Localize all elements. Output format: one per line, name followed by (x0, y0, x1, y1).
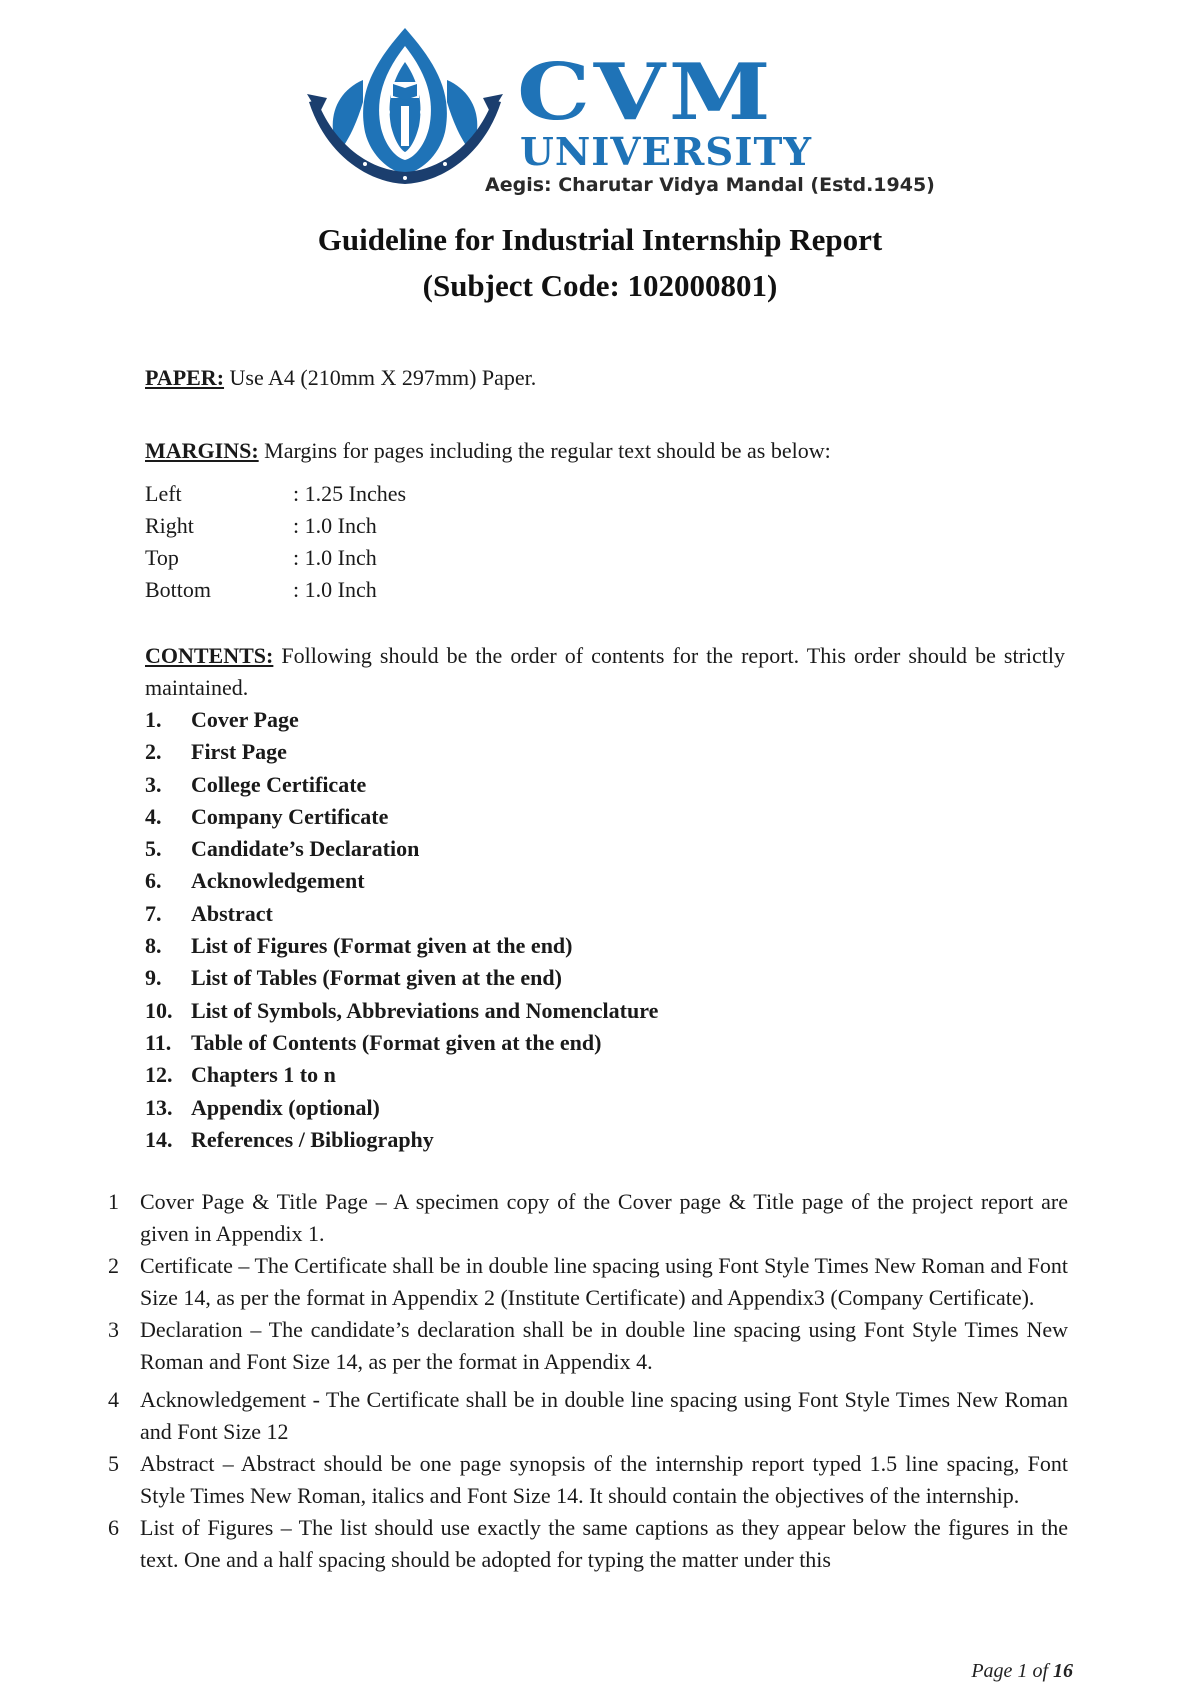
list-item: 8. List of Figures (Format given at the end) (145, 933, 573, 959)
list-item: 11. Table of Contents (Format given at the end) (145, 1029, 602, 1055)
margins-label: MARGINS: (145, 438, 259, 463)
list-item: 13. Appendix (optional) (145, 1094, 380, 1120)
paper-label: PAPER: (145, 365, 225, 390)
current-page: 1 (1017, 1660, 1028, 1682)
list-item: 12. Chapters 1 to n (145, 1062, 336, 1088)
margin-label: Left (145, 481, 182, 506)
margins-section (145, 435, 1065, 467)
margin-row-left (145, 478, 745, 510)
contents-label: CONTENTS: (145, 643, 274, 668)
paper-text: Use A4 (210mm X 297mm) Paper. (224, 365, 537, 390)
contents-text: Following should be the order of contents for the report. This order should be strictly maintained. (145, 643, 1065, 700)
margin-row-top (145, 542, 745, 574)
list-item: 4. Company Certificate (145, 803, 389, 829)
margin-value: : 1.25 Inches (293, 481, 407, 506)
margins-text: Margins for pages including the regular text should be as below: (258, 438, 831, 463)
logo-aegis-text: Aegis: Charutar Vidya Mandal (Estd.1945) (485, 174, 935, 196)
list-item: 10. List of Symbols, Abbreviations and Nomenclature (145, 997, 659, 1023)
detail-item-acknowledgement: 4 Acknowledgement - The Certificate shall be in double line spacing using Font Style Times New Roman and Font Size 12 (108, 1387, 1068, 1444)
margin-label: Top (145, 545, 179, 570)
margin-row-right (145, 510, 745, 542)
contents-list (145, 704, 658, 1156)
page-number-footer: Page 1 of 16 (971, 1660, 1073, 1682)
list-item: 2. First Page (145, 739, 287, 765)
logo-subtitle: UNIVERSITY (520, 129, 813, 174)
page-subtitle: (Subject Code: 102000801) (422, 268, 778, 303)
total-pages: 16 (1053, 1660, 1073, 1682)
margin-value: : 1.0 Inch (293, 577, 377, 602)
list-item: 6. Acknowledgement (145, 868, 365, 894)
margin-label: Right (145, 513, 194, 538)
logo-wordmark: CVM (517, 47, 775, 138)
university-logo (305, 22, 935, 196)
list-item: 3. College Certificate (145, 771, 367, 797)
margin-value: : 1.0 Inch (293, 513, 377, 538)
guideline-details (108, 1186, 1068, 1576)
margin-value: : 1.0 Inch (293, 545, 377, 570)
contents-section (145, 640, 1065, 704)
paper-section (145, 362, 1065, 394)
detail-item-certificate: 2 Certificate – The Certificate shall be in double line spacing using Font Style Times New Roman and Font Size 14, as per the format in Appendix 2 (Institute Certificate) and Appendix3 (Company Certificate). (108, 1253, 1068, 1310)
list-item: 5. Candidate’s Declaration (145, 836, 420, 862)
cvm-lotus-emblem-icon (305, 22, 505, 192)
detail-item-abstract: 5 Abstract – Abstract should be one page synopsis of the internship report typed 1.5 line spacing, Font Style Times New Roman, italics and Font Size 14. It should contain the objectives of the internship. (108, 1451, 1068, 1508)
page-title: Guideline for Industrial Internship Report (317, 222, 883, 257)
list-item: 1. Cover Page (145, 707, 299, 732)
list-item: 7. Abstract (145, 900, 273, 926)
list-item: 14. References / Bibliography (145, 1126, 434, 1152)
margin-label: Bottom (145, 577, 212, 602)
margin-row-bottom (145, 574, 745, 606)
detail-item-declaration: 3 Declaration – The candidate’s declaration shall be in double line spacing using Font Style Times New Roman and Font Size 14, as per the format in Appendix 4. (108, 1317, 1068, 1374)
list-item: 9. List of Tables (Format given at the end) (145, 965, 562, 991)
detail-item-list-of-figures: 6 List of Figures – The list should use exactly the same captions as they appear below the figures in the text. One and a half spacing should be adopted for typing the matter under this (108, 1515, 1068, 1572)
detail-item-cover: 1 Cover Page & Title Page – A specimen copy of the Cover page & Title page of the project report are given in Appendix 1. (108, 1189, 1068, 1246)
